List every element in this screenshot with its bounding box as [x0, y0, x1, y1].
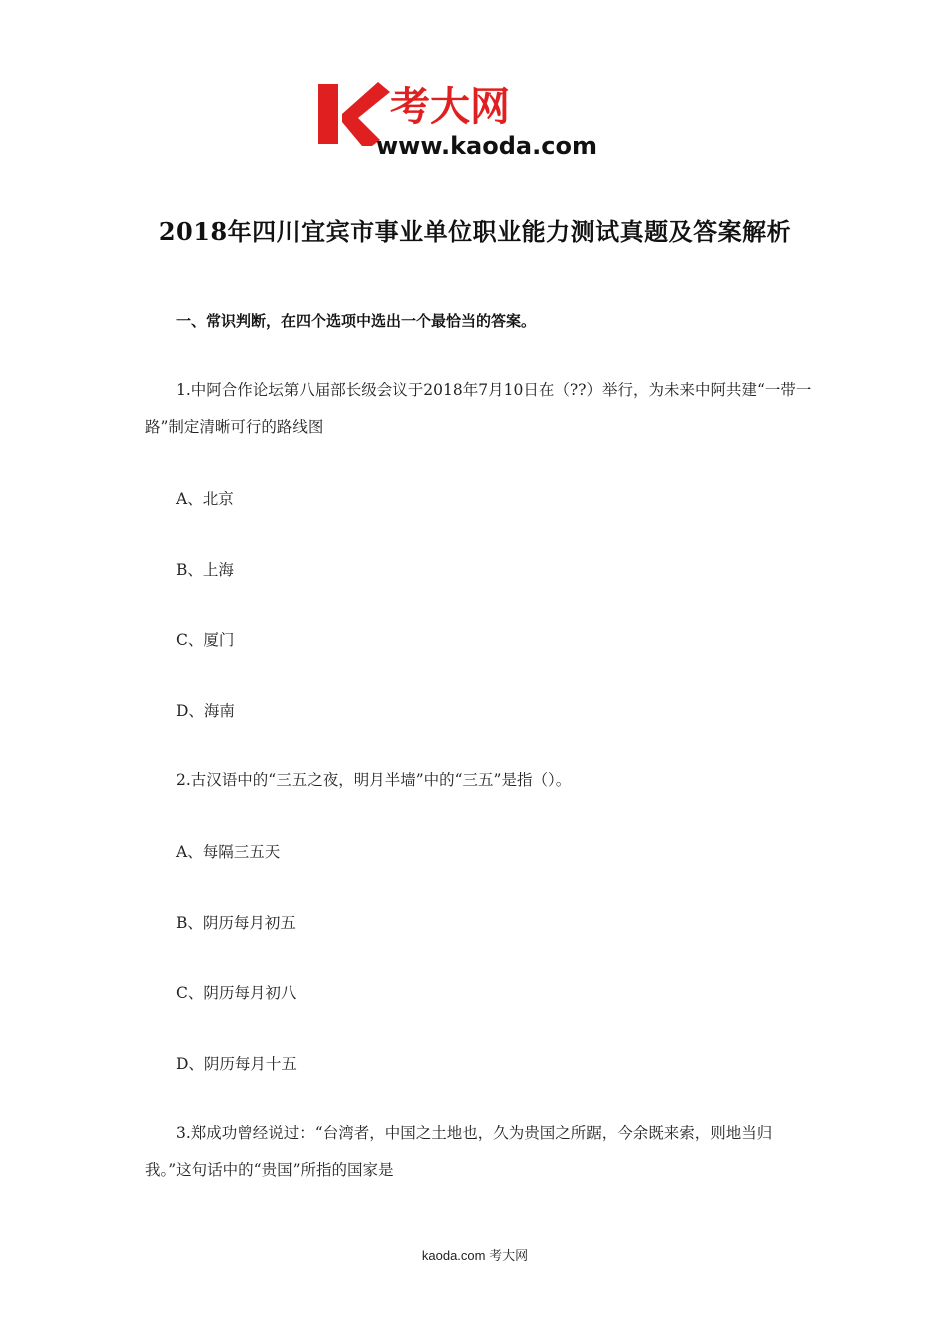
kaoda-logo[interactable]	[318, 78, 638, 160]
question-3-text: 3.郑成功曾经说过：“台湾者，中国之土地也，久为贵国之所踞，今余既来索，则地当归我。”这句话中的“贵国”所指的国家是	[145, 1124, 773, 1179]
question-1-option-a: A、北京	[176, 490, 234, 508]
logo-brand-text: 考大网	[390, 84, 510, 130]
question-2-option-a: A、每隔三五天	[176, 843, 281, 861]
question-1-option-b: B、上海	[176, 561, 234, 579]
question-1-option-d: D、海南	[176, 702, 235, 720]
question-2-text: 2.古汉语中的“三五之夜，明月半墙”中的“三五”是指（）。	[176, 771, 572, 789]
question-1-text: 1.中阿合作论坛第八届部长级会议于2018年7月10日在（??）举行，为未来中阿共建“一带一路”制定清晰可行的路线图	[145, 381, 812, 436]
section-heading: 一、常识判断，在四个选项中选出一个最恰当的答案。	[176, 312, 537, 330]
question-2-option-c: C、阴历每月初八	[176, 984, 297, 1002]
page-footer: kaoda.com 考大网	[421, 1248, 529, 1263]
question-2-option-d: D、阴历每月十五	[176, 1055, 297, 1073]
page-title: 2018年四川宜宾市事业单位职业能力测试真题及答案解析	[158, 217, 792, 246]
logo-url-text: www.kaoda.com	[376, 132, 597, 160]
question-2-option-b: B、阴历每月初五	[176, 914, 296, 932]
question-1-option-c: C、厦门	[176, 631, 235, 649]
kaoda-logo-graphic	[318, 78, 638, 160]
